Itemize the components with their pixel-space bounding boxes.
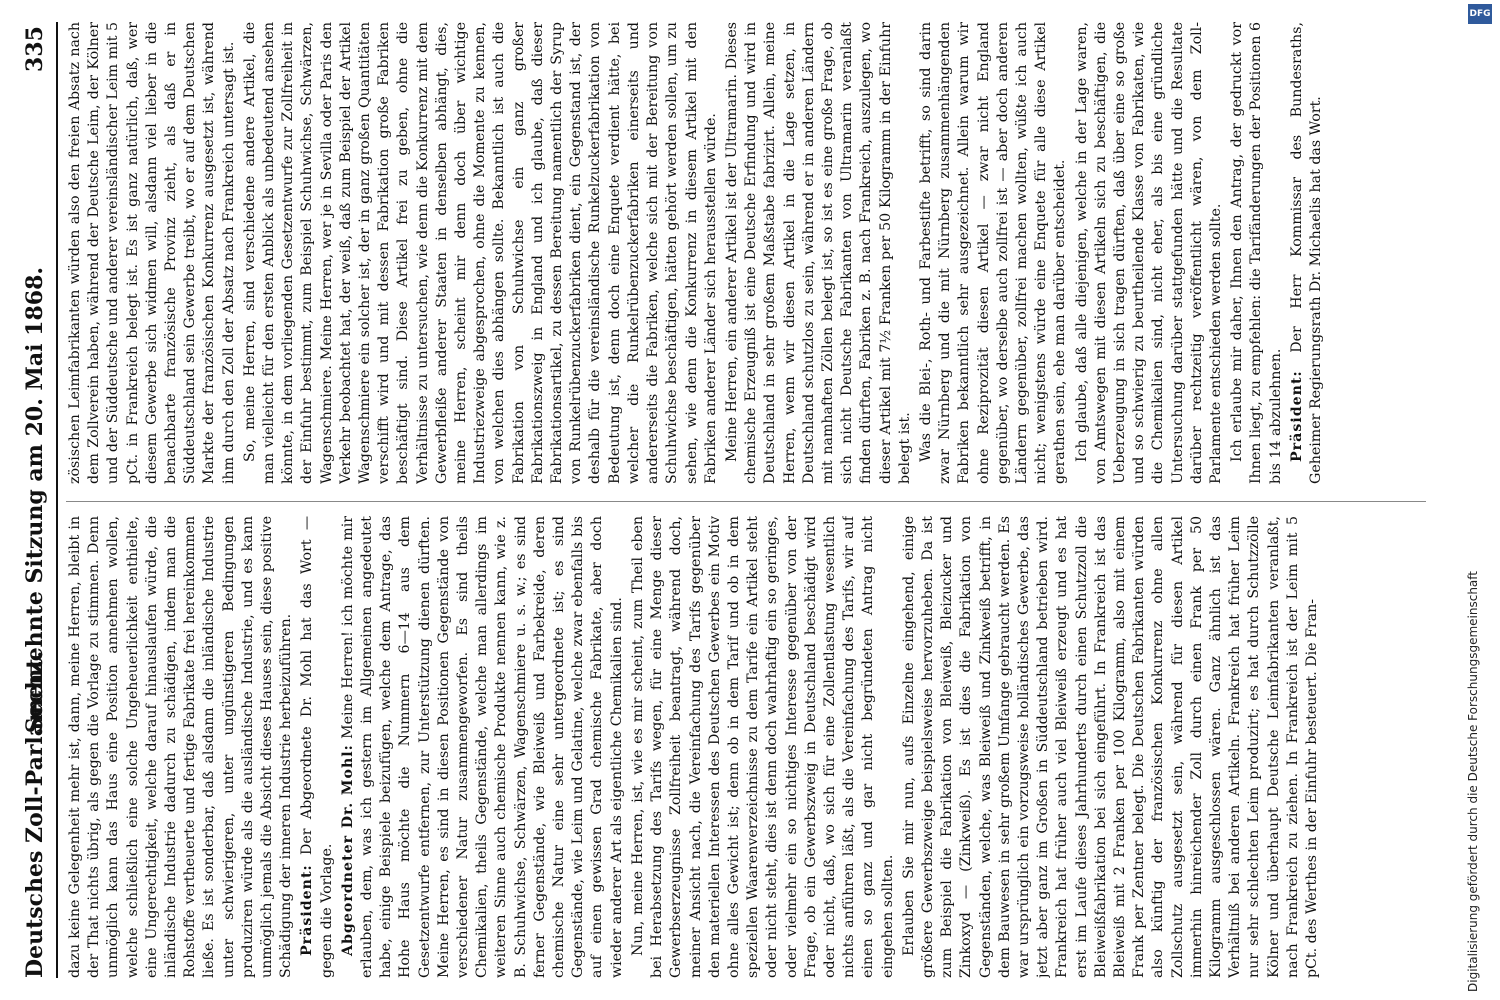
dfg-logo: DFG [1468, 4, 1492, 24]
speaker-name: Präsident: [299, 864, 316, 956]
body-paragraph [1073, 22, 1227, 484]
paragraph-text: Meine Herren, ein anderer Artikel ist der Ultramarin. Dieses chemische Erzeugniß ist eine Deutsche Erfindung und wird in Deutschland in sehr großem Maßstabe fabrizirt. Allein, meine Herren, wenn wir diesen Artikel in die Lage setzen, in Deutschland schutzlos zu sein, während er in anderen Ländern mit namhaften Zöllen belegt ist, so ist es eine große Frage, ob sich nicht Deutsche Fabrikanten von Ultramarin veranlaßt finden dürften, Fabriken z. B. nach Frankreich, auszulegen, wo dieser Artikel mit 7½ Franken per 50 Kilogramm in der Einfuhr belegt ist. [723, 22, 913, 484]
rotated-page-content [16, 22, 1436, 978]
speaker-name: Präsident: [1288, 370, 1305, 462]
body-paragraph [629, 516, 898, 978]
paragraph-text: Meine Herren! ich möchte mir erlauben, dem, was ich gestern im Allgemeinen angedeutet habe, einige Beispiele beizufügen, welche dem Antrage, das Hohe Haus möchte die Nummern 6—14 aus dem Gesetzentwurfe entfernen, zur Unterstützung dienen dürften. Meine Herren, es sind in diesen Positionen Gegenstände von verschiedener Natur zusammengeworfen. Es sind theils Chemikalien, theils Gegenstände, welche man allerdings im weiteren Sinne auch chemische Produkte nennen kann, wie z. B. Schuhwichse, Schwärzen, Wagenschmiere u. s. w.; es sind ferner Gegenstände, wie Bleiweiß und Farbekreide, deren chemische Natur eine sehr untergeordnete ist; es sind Gegenstände, wie Leim und Gelatine, welche zwar ebenfalls bis auf einen gewissen Grad chemische Fabrikate, aber doch wieder anderer Art als eigentliche Chemikalien sind. [339, 516, 625, 978]
body-paragraph [900, 516, 1322, 978]
body-paragraph [723, 22, 915, 484]
speaker-paragraph [298, 516, 336, 978]
body-paragraph [66, 516, 296, 978]
paragraph-text: dazu keine Gelegenheit mehr ist, dann, meine Herren, bleibt in der That nichts übrig, als gegen die Vorlage zu stimmen. Denn unmöglich kann das Haus eine Position annehmen wollen, welche schließlich eine solche Ungeheuerlichkeit enthielte, eine Ungerechtigkeit, welche darauf hinauslaufen würde, die inländische Industrie dadurch zu schädigen, indem man die Rohstoffe vertheuerte und fertige Fabrikate frei hereinkommen ließe. Es ist sonderbar, daß alsdann die inländische Industrie unter schwierigeren, unter ungünstigeren Bedingungen produziren würde als die ausländische Industrie, und es kann unmöglich jemals die Absicht dieses Hauses sein, diese positive Schädigung der inneren Industrie herbeizuführen. [67, 516, 295, 978]
header-session-title: Sechzehnte Sitzung am 20. Mai 1868. [22, 266, 48, 734]
paragraph-text: Ich glaube, daß alle diejenigen, welche in der Lage waren, von Amtswegen mit diesen Artikeln sich zu beschäftigen, die Ueberzeugung in sich tragen dürften, daß über eine so große und so schwierig zu beurtheilende Klasse von Fabrikaten, wie die Chemikalien sind, nicht eher, als bis eine gründliche Untersuchung darüber stattgefunden hätte und die Resultate darüber rechtzeitig veröffentlicht wären, von dem Zoll-Parlamente entschieden werden sollte. [1073, 22, 1224, 484]
digitization-notice: Digitalisierung gefördert durch die Deutsche Forschungsgemeinschaft [1466, 570, 1480, 992]
body-paragraph [66, 22, 239, 484]
paragraph-text: zösischen Leimfabrikanten würden also den freien Absatz nach dem Zollverein haben, während der Deutsche Leim, der Kölner und der Süddeutsche und anderer vereinsländischer Leim mit 5 pCt. in Frankreich belegt ist. Es ist ganz natürlich, daß, wer diesem Gewerbe sich widmen will, alsdann viel lieber in die benachbarte französische Provinz zieht, als daß er in Süddeutschland sein Gewerbe treibt, wo er auf dem Deutschen Markte der französischen Konkurrenz ausgesetzt ist, während ihm durch den Zoll der Absatz nach Frankreich untersagt ist. [67, 22, 237, 484]
speaker-name: Abgeordneter Dr. Mohl: [339, 744, 356, 956]
column-divider [66, 501, 1426, 502]
paragraph-text: Erlauben Sie mir nun, aufs Einzelne eingehend, einige größere Gewerbszweige beispielsweise hervorzuheben. Da ist zum Beispiel die Fabrikation von Bleiweiß, Bleizucker und Zinkoxyd — (Zinkweiß). Es ist dies die Fabrikation von Gegenständen, welche, was Bleiweiß und Zinkweiß betrifft, in dem Bauwesen in sehr großem Umfange gebraucht werden. Es war ursprünglich ein vorzugsweise holländisches Gewerbe, das jetzt aber ganz im Großen in Süddeutschland betrieben wird. Frankreich hat früher auch viel Bleiweiß erzeugt und es hat erst im Laufe dieses Jahrhunderts durch einen Schutzzoll die Bleiweißfabrikation bei sich eingeführt. In Frankreich ist das Bleiweiß mit 2 Franken per 100 Kilogramm, also mit einem Frank per Zentner belegt. Die Deutschen Fabrikanten würden also künftig der französischen Konkurrenz ohne allen Zollschutz ausgesetzt sein, während für diesen Artikel immerhin hinreichender Zoll durch einen Frank per 50 Kilogramm ausgeschlossen wären. Ganz ähnlich ist das Verhältniß bei anderen Artikeln. Frankreich hat früher Leim nur sehr schlechten Leim produzirt; es hat durch Schutzzölle Kölner und überhaupt Deutsche Leimfabrikanten veranlaßt, nach Frankreich zu ziehen. In Frankreich ist der Leim mit 5 pCt. des Werthes in der Einfuhr besteuert. Die Fran- [900, 516, 1320, 978]
page-number: 335 [22, 26, 48, 72]
right-text-column [66, 22, 1426, 484]
digitization-stamp [1462, 0, 1498, 1000]
body-paragraph [917, 22, 1071, 484]
paragraph-text: Nun, meine Herren, ist, wie es mir scheint, zum Theil eben bei Herabsetzung des Tarifs wegen, für eine Menge dieser Gewerbserzeugnisse Zollfreiheit beantragt, während doch, meiner Ansicht nach, die Vereinfachung des Tarifs gegenüber den materiellen Interessen des Deutschen Gewerbes ein Motiv ohne alles Gewicht ist; denn ob in dem Tarif und ob in dem speziellen Waarenverzeichnisse zu dem Tarife ein Artikel steht oder nicht steht, dies ist denn doch wahrhaftig ein so geringes, oder vielmehr ein so nichtiges Interesse gegenüber von der Frage, ob ein Gewerbszweig in Deutschland beschädigt wird oder nicht, daß, wo sich für eine Zollentlastung wesentlich nichts anführen läßt, als die Vereinfachung des Tarifs, wir auf einen so ganz und gar nicht begründeten Antrag nicht eingehen sollten. [629, 516, 896, 978]
speaker-paragraph [1288, 22, 1326, 484]
paragraph-text: Der Abgeordnete Dr. Mohl hat das Wort — gegen die Vorlage. [299, 516, 335, 978]
paragraph-text: So, meine Herren, sind verschiedene andere Artikel, die man vielleicht für den ersten Anblick als unbedeutend ansehen könnte, in dem vorliegenden Gesetzentwurfe zur Zollfreiheit in der Einfuhr bestimmt, zum Beispiel Schuhwichse, Schwärzen, Wagenschmiere. Meine Herren, wer je in Sevilla oder Paris den Verkehr beobachtet hat, der weiß, daß zum Beispiel der Artikel Wagenschmiere ein solcher ist, der in ganz großen Quantitäten verschifft wird und mit dessen Fabrikation große Fabriken beschäftigt sind. Diese Artikel frei zu geben, ohne die Verhältnisse zu untersuchen, wie denn die Konkurrenz mit dem Gewerbfleiße anderer Staaten in denselben abhängt, dies, meine Herren, scheint mir denn doch über wichtige Industriezweige abgesprochen, ohne die Momente zu kennen, von welchen dies abhängen sollte. Bekanntlich ist auch die Fabrikation von Schuhwichse ein ganz großer Fabrikationszweig in England und ich glaube, daß dieser Fabrikationsartikel, zu dessen Bereitung namentlich der Syrup von Runkelrübenzuckerfabriken dient, ein Gegenstand ist, der deshalb für die vereinsländische Runkelzuckerfabrikation von Bedeutung ist, denn doch eine Enquete verdient hätte, bei welcher die Runkelrübenzuckerfabriken einerseits und andererseits die Fabriken, welche sich mit der Bereitung von Schuhwichse beschäftigen, hätten gehört werden sollen, um zu sehen, wie denn die Konkurrenz in diesem Artikel mit den Fabriken anderer Länder sich herausstellen würde. [241, 22, 719, 484]
paragraph-text: Der Herr Kommissar des Bundesraths, Geheimer Regierungsrath Dr. Michaelis hat das Wort. [1288, 22, 1324, 484]
header-left-title: Deutsches Zoll-Parlament. [22, 650, 48, 978]
speaker-paragraph [339, 516, 627, 978]
body-paragraph [241, 22, 721, 484]
paragraph-text: Was die Blei-, Roth- und Farbestifte betrifft, so sind darin zwar Nürnberg und die mit Nürnberg zusammenhängenden Fabriken bekanntlich sehr ausgezeichnet. Allein warum wir ohne Reziprozität diesen Artikel — zwar nicht England gegenüber, wo derselbe auch zollfrei ist — aber doch anderen Ländern gegenüber, zollfrei machen wollten, wüßte ich auch nicht; wenigstens würde eine Enquete für alle diese Artikel gerathen sein, ehe man darüber entscheidet. [917, 22, 1069, 484]
paragraph-text: Ich erlaube mir daher, Ihnen den Antrag, der gedruckt vor Ihnen liegt, zu empfehlen: die Tarifänderungen der Positionen 6 bis 14 abzulehnen. [1229, 22, 1284, 484]
left-text-column [66, 516, 1426, 978]
body-paragraph [1228, 22, 1286, 484]
running-header [16, 22, 58, 978]
